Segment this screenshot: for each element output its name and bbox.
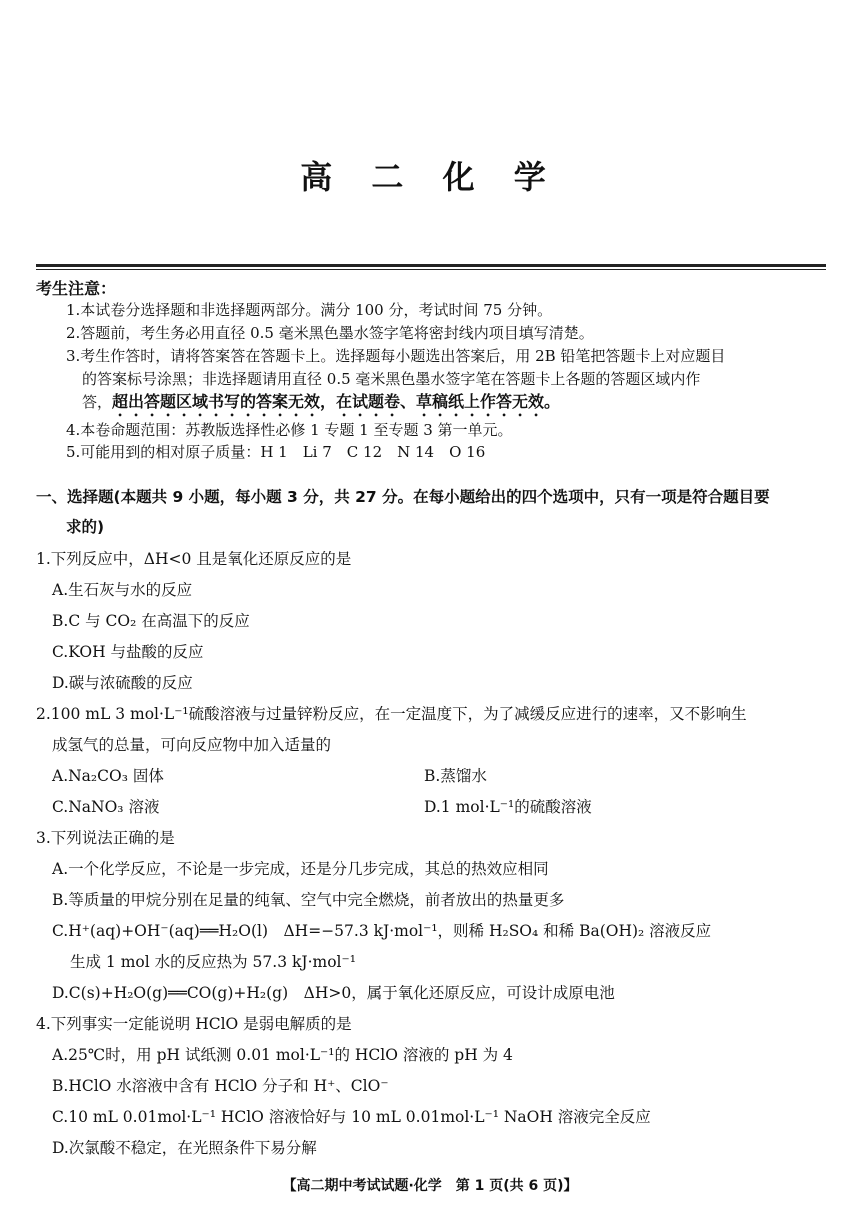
q2-stem-1: 2.100 mL 3 mol·L⁻¹硫酸溶液与过量锌粉反应，在一定温度下，为了减缓反应进行的速率，又不影响生 xyxy=(36,705,747,723)
q3-option-c-1: C.H⁺(aq)+OH⁻(aq)══H₂O(l) ΔH=−57.3 kJ·mol⁻¹，则稀 H₂SO₄ 和稀 Ba(OH)₂ 溶液反应 xyxy=(52,922,712,940)
header-rule-thin xyxy=(36,269,826,270)
q2-stem-2: 成氢气的总量，可向反应物中加入适量的 xyxy=(52,736,332,754)
q3-option-a: A.一个化学反应，不论是一步完成，还是分几步完成，其总的热效应相同 xyxy=(52,860,549,878)
q2-option-b: B.蒸馏水 xyxy=(424,767,487,785)
q1-option-b: B.C 与 CO₂ 在高温下的反应 xyxy=(52,612,250,630)
notice-emphasis: 超出答题区域书写的答案无效，在试题卷、草稿纸上作答无效。 xyxy=(112,392,561,411)
page-title: 高 二 化 学 xyxy=(300,158,560,196)
q1-option-c: C.KOH 与盐酸的反应 xyxy=(52,643,204,661)
page-footer: 【高二期中考试试题·化学 第 1 页(共 6 页)】 xyxy=(282,1178,578,1194)
q4-option-a: A.25℃时，用 pH 试纸测 0.01 mol·L⁻¹的 HClO 溶液的 pH 为 4 xyxy=(52,1046,513,1064)
q2-option-a: A.Na₂CO₃ 固体 xyxy=(52,767,164,785)
q1-option-d: D.碳与浓硫酸的反应 xyxy=(52,674,193,692)
q1-option-a: A.生石灰与水的反应 xyxy=(52,581,193,599)
header-rule xyxy=(36,264,826,267)
q4-option-d: D.次氯酸不稳定，在光照条件下易分解 xyxy=(52,1139,317,1157)
q2-option-d: D.1 mol·L⁻¹的硫酸溶液 xyxy=(424,798,592,816)
notice-line-3b: 的答案标号涂黑；非选择题请用直径 0.5 毫米黑色墨水签字笔在答题卡上各题的答题区域内作 xyxy=(82,370,701,388)
q3-option-d: D.C(s)+H₂O(g)══CO(g)+H₂(g) ΔH>0，属于氧化还原反应，可设计成原电池 xyxy=(52,984,615,1002)
q4-option-c: C.10 mL 0.01mol·L⁻¹ HClO 溶液恰好与 10 mL 0.01mol·L⁻¹ NaOH 溶液完全反应 xyxy=(52,1108,651,1126)
notice-line-2: 2.答题前，考生务必用直径 0.5 毫米黑色墨水签字笔将密封线内项目填写清楚。 xyxy=(66,324,594,342)
q4-option-b: B.HClO 水溶液中含有 HClO 分子和 H⁺、ClO⁻ xyxy=(52,1077,389,1095)
q4-stem: 4.下列事实一定能说明 HClO 是弱电解质的是 xyxy=(36,1015,352,1033)
notice-line-5: 5.可能用到的相对原子质量：H 1 Li 7 C 12 N 14 O 16 xyxy=(66,443,486,461)
notice-line-3: 3.考生作答时，请将答案答在答题卡上。选择题每小题选出答案后，用 2B 铅笔把答题卡上对应题目 xyxy=(66,347,726,365)
q1-stem: 1.下列反应中，ΔH<0 且是氧化还原反应的是 xyxy=(36,550,352,568)
notice-heading: 考生注意： xyxy=(36,279,117,298)
notice-line-1: 1.本试卷分选择题和非选择题两部分。满分 100 分，考试时间 75 分钟。 xyxy=(66,301,553,319)
notice-line-4: 4.本卷命题范围：苏教版选择性必修 1 专题 1 至专题 3 第一单元。 xyxy=(66,421,513,439)
notice-line-3c xyxy=(82,392,560,420)
q3-option-b: B.等质量的甲烷分别在足量的纯氧、空气中完全燃烧，前者放出的热量更多 xyxy=(52,891,565,909)
section-heading-cont: 求的) xyxy=(66,518,105,536)
notice-line-3c-prefix: 答， xyxy=(82,393,113,411)
q3-stem: 3.下列说法正确的是 xyxy=(36,829,175,847)
q3-option-c-2: 生成 1 mol 水的反应热为 57.3 kJ·mol⁻¹ xyxy=(70,953,356,971)
section-heading: 一、选择题(本题共 9 小题，每小题 3 分，共 27 分。在每小题给出的四个选项中，只有一项是符合题目要 xyxy=(36,488,770,506)
q2-option-c: C.NaNO₃ 溶液 xyxy=(52,798,160,816)
